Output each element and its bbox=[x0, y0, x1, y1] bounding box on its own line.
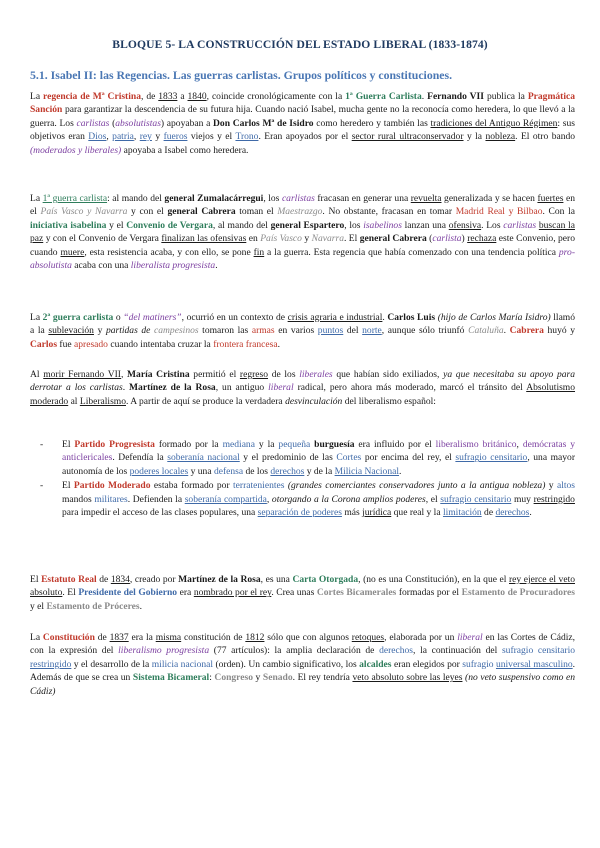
text-run: . Eran apoyados por el bbox=[258, 131, 352, 143]
text-run: y bbox=[301, 233, 312, 245]
text-run: morir Fernando VII bbox=[43, 369, 121, 380]
text-run: . Defendía la bbox=[112, 452, 168, 464]
text-run: , creado por bbox=[129, 574, 179, 585]
text-run: nombrado por el rey bbox=[193, 587, 272, 599]
text-run: tradiciones del Antiguo Régimen bbox=[430, 117, 558, 129]
text-run: Cataluña bbox=[468, 325, 504, 337]
text-run: y bbox=[252, 672, 263, 684]
text-run: . bbox=[215, 260, 218, 272]
text-run: de bbox=[96, 574, 111, 585]
text-run: viejos y el bbox=[187, 131, 236, 143]
text-run: . No obstante, fracasan en tomar bbox=[322, 206, 456, 218]
text-run: publica la bbox=[484, 91, 528, 102]
text-run: La bbox=[30, 632, 43, 643]
text-run: soberanía nacional bbox=[167, 452, 240, 464]
text-run: , el bbox=[425, 493, 441, 505]
text-run: sector rural ultraconservador bbox=[351, 131, 464, 143]
text-run: ( bbox=[109, 117, 116, 129]
text-run: ) apoyaban a bbox=[160, 117, 214, 129]
text-run: poderes locales bbox=[129, 465, 189, 477]
text-run: Partido Moderado bbox=[73, 480, 151, 492]
text-run: milicia nacional bbox=[151, 658, 214, 670]
text-run: a la guerra. Esta regencia que había comenzado con una tendencia política bbox=[264, 246, 559, 258]
text-run: general Zumalacárregui bbox=[164, 193, 264, 204]
text-run: La bbox=[30, 312, 43, 323]
text-run: formadas por el bbox=[396, 587, 462, 599]
text-run: . bbox=[122, 382, 130, 394]
text-run: ofensiva bbox=[448, 219, 482, 231]
text-run: Maestrazgo bbox=[277, 206, 323, 218]
text-run: La bbox=[30, 193, 43, 204]
text-run: y la bbox=[254, 439, 279, 450]
text-run: , los bbox=[344, 219, 364, 231]
text-run: y de la bbox=[304, 465, 335, 477]
text-run: : sus objetivos eran bbox=[30, 117, 575, 143]
text-run: liberalismo británico bbox=[435, 439, 517, 450]
text-run: cuando intentaba cruzar la bbox=[107, 338, 214, 350]
text-run: separación de poderes bbox=[257, 507, 342, 519]
text-run: , de bbox=[140, 91, 159, 102]
text-run: y bbox=[151, 131, 164, 143]
text-run: sublevación bbox=[48, 325, 94, 337]
text-run: . Los bbox=[481, 219, 504, 231]
text-run: apoyaba a Isabel como heredera. bbox=[121, 144, 249, 156]
text-run: 1837 bbox=[109, 632, 129, 643]
text-run: muy bbox=[511, 493, 534, 505]
text-run: o bbox=[113, 312, 124, 323]
text-run: . Además de que se crea un bbox=[30, 658, 576, 684]
text-run: , bbox=[516, 439, 523, 450]
text-run: , elaborada por un bbox=[384, 632, 458, 643]
text-run: Liberalismo bbox=[79, 395, 126, 407]
text-run: carlistas bbox=[281, 193, 315, 204]
text-run: derechos bbox=[379, 645, 414, 657]
text-run: defensa bbox=[213, 465, 244, 477]
text-run: . A partir de aquí se produce la verdadera bbox=[126, 395, 286, 407]
text-run: del liberalismo español: bbox=[342, 395, 436, 407]
text-run: liberalista progresista bbox=[130, 260, 216, 272]
text-run: mandos bbox=[62, 493, 95, 505]
text-run: permitió el bbox=[189, 369, 240, 380]
text-run: , aunque sólo triunfó bbox=[381, 325, 469, 337]
text-run: y el bbox=[30, 600, 47, 612]
text-run: restringido bbox=[533, 493, 575, 505]
paragraph-estatuto-real bbox=[30, 573, 575, 613]
text-run: a bbox=[177, 91, 188, 102]
text-run: ya que necesitaba su apoyo para derrotar a los carlistas bbox=[30, 369, 576, 394]
text-run: era bbox=[177, 587, 194, 599]
text-run: general Espartero bbox=[270, 219, 345, 231]
text-run: Estamento de Procuradores bbox=[461, 587, 576, 599]
text-run: de bbox=[481, 507, 496, 519]
text-run: , un antiguo bbox=[215, 382, 269, 394]
section-heading: 5.1. Isabel II: las Regencias. Las guerras carlistas. Grupos políticos y constituciones. bbox=[30, 68, 453, 82]
text-run: 1ª Guerra Carlista bbox=[345, 91, 422, 102]
text-run: carlistas bbox=[76, 117, 110, 129]
text-run: , bbox=[133, 131, 140, 143]
text-run: isabelinos bbox=[363, 219, 402, 231]
text-run: fracasan en generar una bbox=[314, 193, 411, 204]
text-run: para garantizar la descendencia de su futura hija. Cuando nació Isabel, mucha gente no la reconocía como heredera, lo que llevó a la guerra. Los bbox=[30, 104, 575, 129]
text-run: como heredero y también las bbox=[313, 117, 431, 129]
text-run: (hijo de Carlos María Isidro) bbox=[437, 312, 551, 323]
text-run: , la continuación del bbox=[413, 645, 502, 657]
text-run: rey ejerce el veto absoluto bbox=[30, 574, 575, 599]
text-run: generalizada y se hacen bbox=[441, 193, 538, 204]
text-run: desvinculación bbox=[285, 395, 343, 407]
text-run: crisis agraria e industrial bbox=[287, 312, 383, 323]
text-run: Al bbox=[30, 369, 44, 380]
text-run: Madrid Real y Bilbao bbox=[455, 206, 543, 218]
text-run: sólo que con algunos bbox=[264, 632, 352, 643]
text-run: rey bbox=[139, 131, 152, 143]
text-run: Sistema Bicameral bbox=[132, 672, 210, 684]
text-run: Carlos bbox=[30, 338, 58, 350]
text-run: Dios bbox=[88, 131, 107, 143]
paragraph-liberalism bbox=[30, 368, 575, 408]
text-run: , bbox=[266, 493, 272, 505]
text-run: . Crea unas bbox=[271, 587, 317, 599]
text-run: puntos bbox=[317, 325, 344, 337]
text-run: Senado bbox=[262, 672, 293, 684]
text-run: otorgando a la Corona amplios poderes bbox=[271, 493, 426, 505]
text-run: muere bbox=[60, 246, 85, 258]
paragraph-second-carlist-war bbox=[30, 311, 575, 351]
text-run: . bbox=[399, 465, 402, 477]
text-run: carlistas bbox=[503, 219, 537, 231]
text-run: apresado bbox=[74, 338, 108, 350]
bullet-marker: - bbox=[40, 480, 44, 492]
text-run: y bbox=[93, 325, 106, 337]
text-run: era influido por el bbox=[354, 439, 436, 450]
text-run: demócratas y anticlericales bbox=[62, 439, 576, 464]
text-run: : bbox=[209, 672, 215, 684]
parties-list bbox=[40, 438, 575, 520]
text-run: liberalismo progresista bbox=[118, 645, 210, 657]
text-run: Convenio de Vergara bbox=[126, 219, 213, 231]
text-run: mediana bbox=[222, 439, 255, 450]
text-run: este Convenio, pero cuando bbox=[30, 233, 575, 258]
text-run: Pragmática Sanción bbox=[30, 91, 576, 116]
text-run: lanzan una bbox=[401, 219, 449, 231]
text-run: . bbox=[421, 91, 428, 102]
text-run: patria bbox=[112, 131, 134, 143]
text-run: general Cabrera bbox=[167, 206, 236, 218]
text-run: . bbox=[503, 325, 510, 337]
text-run: y el desarrollo de la bbox=[71, 658, 152, 670]
text-run: Estamento de Próceres bbox=[46, 600, 140, 612]
text-run: País Vasco bbox=[260, 233, 302, 245]
text-run: , esta resistencia acaba, y con ello, se pone bbox=[84, 246, 254, 258]
text-run: 1840 bbox=[187, 91, 207, 102]
text-run: liberal bbox=[268, 382, 294, 394]
text-run: Estatuto Real bbox=[41, 574, 97, 585]
text-run: al bbox=[68, 395, 80, 407]
text-run: , una mayor autonomía de los bbox=[62, 452, 576, 477]
text-run: armas bbox=[251, 325, 275, 337]
text-run: Presidente del Gobierno bbox=[78, 587, 178, 599]
text-run: sufragio bbox=[462, 658, 494, 670]
text-run: Constitución bbox=[42, 632, 95, 643]
text-run: Absolutismo moderado bbox=[30, 382, 576, 407]
text-run: frontera francesa bbox=[213, 338, 278, 350]
text-run: , (no es una Constitución), en la que el bbox=[358, 574, 509, 585]
list-item-progresista bbox=[40, 438, 575, 478]
text-run: (orden). Un cambio significativo, los bbox=[213, 658, 360, 670]
text-run: y con el Convenio de Vergara bbox=[43, 233, 162, 245]
text-run: pro-absolutista bbox=[30, 246, 575, 272]
text-run: , ocurrió en un contexto de bbox=[181, 312, 288, 323]
text-run: restringido bbox=[30, 658, 72, 670]
list-item-moderado bbox=[40, 479, 575, 519]
text-run: partidas de bbox=[105, 325, 155, 337]
text-run: de bbox=[94, 632, 110, 643]
text-run: en varios bbox=[274, 325, 318, 337]
text-run: pequeña bbox=[278, 439, 311, 450]
list-item-text bbox=[62, 439, 575, 477]
text-run: . El rey tendría bbox=[292, 672, 353, 684]
text-run: 1834 bbox=[110, 574, 130, 585]
text-run: y bbox=[545, 480, 557, 492]
text-run: Navarra bbox=[311, 233, 344, 245]
text-run: Milicia Nacional bbox=[334, 465, 399, 477]
text-run: derechos bbox=[270, 465, 305, 477]
text-run: fue bbox=[57, 338, 75, 350]
text-run: : al mando del bbox=[107, 193, 165, 204]
text-run: . bbox=[139, 600, 142, 612]
text-run: burguesía bbox=[314, 439, 355, 450]
text-run: en el bbox=[30, 193, 575, 218]
text-run: (grandes comerciantes conservadores junto a la antigua nobleza) bbox=[287, 480, 546, 492]
page-title: BLOQUE 5- LA CONSTRUCCIÓN DEL ESTADO LIBERAL (1833-1874) bbox=[112, 38, 488, 51]
text-run: País Vasco y Navarra bbox=[40, 206, 128, 218]
text-run: fueros bbox=[163, 131, 188, 143]
text-run: misma bbox=[155, 632, 182, 643]
paragraph-first-carlist-war bbox=[30, 192, 575, 272]
text-run: fin bbox=[253, 246, 265, 258]
text-run: El bbox=[62, 480, 74, 492]
text-run: jurídica bbox=[362, 507, 392, 519]
bullet-marker: - bbox=[40, 439, 44, 450]
text-run: finalizan las ofensivas bbox=[161, 233, 247, 245]
text-run: estaba formado por bbox=[150, 480, 234, 492]
text-run: . Defienden la bbox=[127, 493, 185, 505]
text-run: regencia de Mª Cristina bbox=[43, 91, 141, 102]
text-run: , bbox=[106, 131, 113, 143]
text-run: (no veto suspensivo como en Cádiz) bbox=[30, 672, 576, 697]
text-run: Don Carlos Mª de Isidro bbox=[213, 117, 314, 129]
text-run: altos bbox=[556, 480, 575, 492]
text-run: en las Cortes de Cádiz, con la expresión del bbox=[30, 632, 575, 657]
text-run: del bbox=[343, 325, 363, 337]
text-run: y el bbox=[106, 219, 127, 231]
text-run: , coincide cronológicamente con la bbox=[206, 91, 346, 102]
text-run: liberal bbox=[457, 632, 483, 643]
text-run: carlista bbox=[432, 233, 462, 245]
text-run: acaba con una bbox=[71, 260, 131, 272]
text-run: Partido Progresista bbox=[74, 439, 155, 450]
text-run: campesinos bbox=[154, 325, 199, 337]
text-run: rechaza bbox=[467, 233, 497, 245]
text-run: Carta Otorgada bbox=[292, 574, 359, 585]
text-run: eran elegidos por bbox=[391, 658, 463, 670]
text-run: soberanía compartida bbox=[184, 493, 267, 505]
text-run: sufragio censitario bbox=[440, 493, 512, 505]
text-run: que habían sido exiliados, bbox=[332, 369, 444, 380]
text-run: norte bbox=[362, 325, 382, 337]
text-run: . bbox=[277, 338, 280, 350]
text-run: El bbox=[30, 574, 42, 585]
text-run: Fernando VII bbox=[427, 91, 484, 102]
text-run: retoques bbox=[351, 632, 385, 643]
text-run: toman el bbox=[235, 206, 278, 218]
text-run: Martínez de la Rosa bbox=[129, 382, 216, 394]
text-run: alcaldes bbox=[359, 658, 392, 670]
text-run: derechos bbox=[495, 507, 530, 519]
text-run: veto absoluto sobre las leyes bbox=[352, 672, 463, 684]
list-item-text bbox=[62, 480, 575, 518]
text-run: universal masculino bbox=[495, 658, 573, 670]
text-run: (77 artículos): la amplia declaración de bbox=[209, 645, 380, 657]
text-run: Carlos Luis bbox=[387, 312, 436, 323]
text-run: María Cristina bbox=[127, 369, 190, 380]
text-run: en bbox=[246, 233, 261, 245]
text-run: 2ª guerra carlista bbox=[42, 312, 114, 323]
text-run: (moderados y liberales) bbox=[30, 144, 122, 156]
text-run: más bbox=[341, 507, 363, 519]
text-run: que real y la bbox=[391, 507, 443, 519]
text-run: terratenientes bbox=[233, 480, 285, 492]
text-run: por encima del rey, el bbox=[361, 452, 456, 464]
text-run: huyó y bbox=[543, 325, 576, 337]
text-run: era la bbox=[128, 632, 156, 643]
text-run: de los bbox=[268, 369, 300, 380]
text-run: . El bbox=[62, 587, 79, 599]
text-run: , al mando del bbox=[212, 219, 271, 231]
text-run: . El bbox=[343, 233, 360, 245]
text-run: y una bbox=[188, 465, 214, 477]
text-run: militares bbox=[94, 493, 128, 505]
text-run: y el predominio de las bbox=[239, 452, 337, 464]
text-run: de los bbox=[243, 465, 271, 477]
text-run: La bbox=[30, 91, 44, 102]
text-run: , bbox=[120, 369, 128, 380]
text-run: ) bbox=[461, 233, 468, 245]
text-run: constitución de bbox=[181, 632, 246, 643]
text-run: . El otro bando bbox=[515, 131, 576, 143]
text-run: nobleza bbox=[485, 131, 516, 143]
text-run: , los bbox=[263, 193, 282, 204]
text-run: El bbox=[62, 439, 75, 450]
text-run: . bbox=[529, 507, 532, 519]
paragraph-constitucion-1837 bbox=[30, 631, 575, 698]
text-run: Cortes Bicamerales bbox=[316, 587, 397, 599]
text-run: tomaron las bbox=[198, 325, 252, 337]
text-run: sufragio censitario bbox=[455, 452, 528, 464]
text-run: 1833 bbox=[158, 91, 178, 102]
paragraph-regency bbox=[30, 90, 575, 157]
text-run: radical, pero ahora más moderado, marcó el tránsito del bbox=[293, 382, 527, 394]
text-run: Martínez de la Rosa bbox=[178, 574, 261, 585]
text-run: . Con la bbox=[542, 206, 575, 218]
text-run: formado por la bbox=[154, 439, 223, 450]
text-run: Trono bbox=[235, 131, 259, 143]
text-run: Cortes bbox=[336, 452, 362, 464]
text-run: iniciativa isabelina bbox=[30, 219, 107, 231]
text-run: limitación bbox=[442, 507, 482, 519]
text-run: llamó a la bbox=[30, 312, 576, 337]
text-run: ( bbox=[426, 233, 433, 245]
text-run: y con el bbox=[127, 206, 168, 218]
text-run: liberales bbox=[299, 369, 333, 380]
text-run: para impedir el acceso de las clases populares, una bbox=[62, 507, 258, 519]
text-run: 1812 bbox=[245, 632, 265, 643]
text-run: 1ª guerra carlista bbox=[42, 193, 108, 204]
text-run: y la bbox=[463, 131, 486, 143]
text-run: . bbox=[382, 312, 388, 323]
text-run: regreso bbox=[239, 369, 269, 380]
text-run: sufragio censitario bbox=[501, 645, 576, 657]
text-run: absolutistas bbox=[115, 117, 161, 129]
text-run: “del matiners” bbox=[123, 312, 182, 323]
text-run: fuertes bbox=[537, 193, 564, 204]
text-run: Congreso bbox=[214, 672, 253, 684]
text-run: , es una bbox=[260, 574, 293, 585]
text-run: buscan la paz bbox=[30, 219, 575, 245]
text-run: Cabrera bbox=[509, 325, 544, 337]
text-run: general Cabrera bbox=[359, 233, 427, 245]
text-run: revuelta bbox=[410, 193, 442, 204]
